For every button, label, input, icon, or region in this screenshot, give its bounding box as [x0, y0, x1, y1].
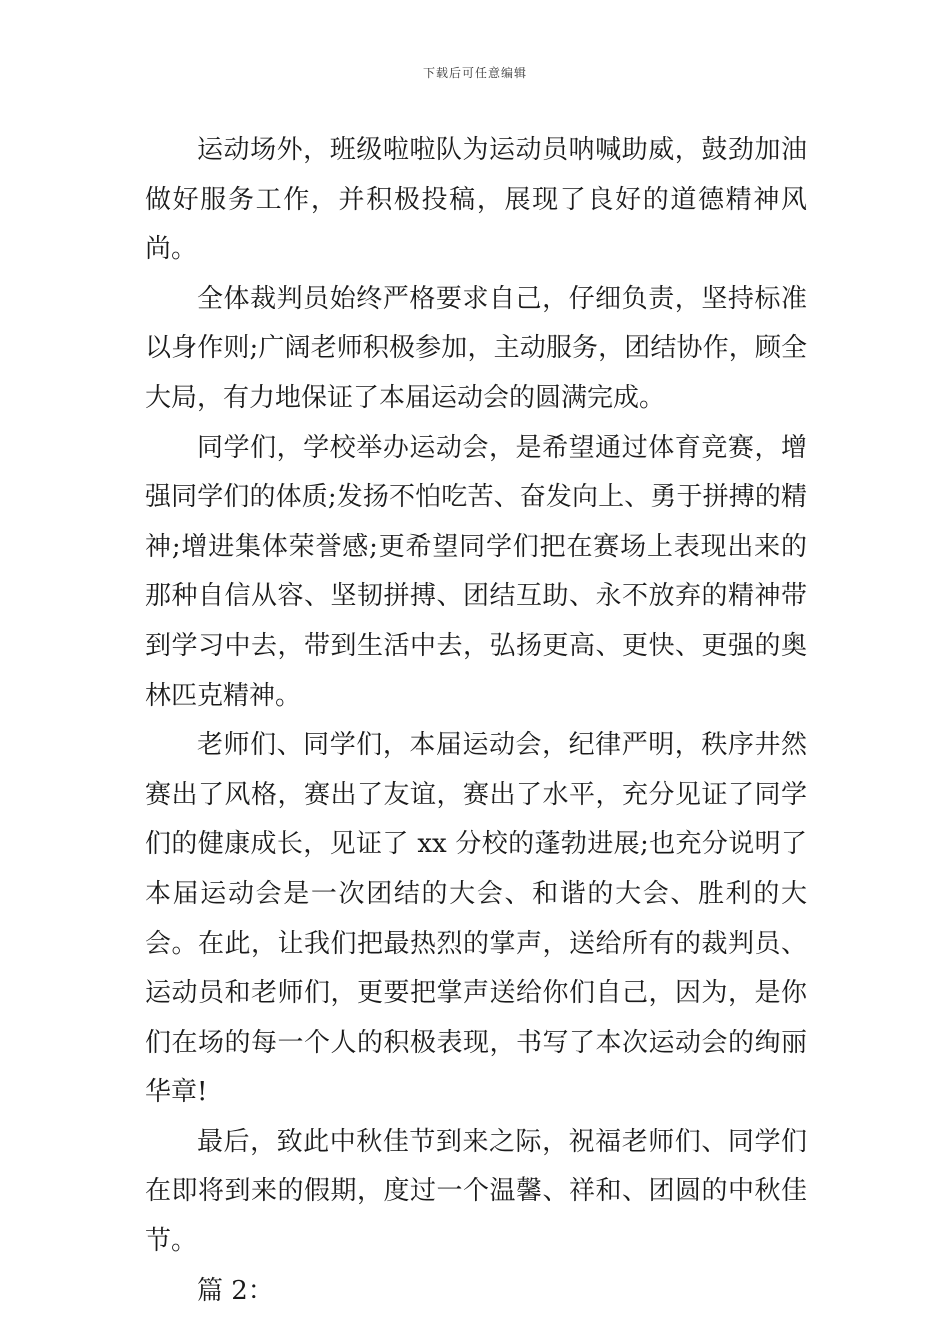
section-label: 篇 2：	[197, 1275, 274, 1306]
paragraph-referees: 全体裁判员始终严格要求自己，仔细负责，坚持标准以身作则;广阔老师积极参加，主动服务，团结协作，顾全大局，有力地保证了本届运动会的圆满完成。	[145, 283, 807, 413]
page-header: 下载后可任意编辑	[422, 66, 527, 80]
document-body	[145, 126, 807, 1316]
paragraph-purpose: 同学们，学校举办运动会，是希望通过体育竞赛，增强同学们的体质;发扬不怕吃苦、奋发向上、勇于拼搏的精神;增进集体荣誉感;更希望同学们把在赛场上表现出来的那种自信从容、坚韧拼搏、团结互助、永不放弃的精神带到学习中去，带到生活中去，弘扬更高、更快、更强的奥林匹克精神。	[145, 432, 807, 711]
paragraph-closing: 最后，致此中秋佳节到来之际，祝福老师们、同学们在即将到来的假期，度过一个温馨、祥和、团圆的中秋佳节。	[145, 1126, 807, 1257]
paragraph-summary: 老师们、同学们，本届运动会，纪律严明，秩序井然赛出了风格，赛出了友谊，赛出了水平，充分见证了同学们的健康成长，见证了 xx 分校的蓬勃进展;也充分说明了本届运动会是一次团结的大会、和谐的大会、胜利的大会。在此，让我们把最热烈的掌声，送给所有的裁判员、运动员和老师们，更要把掌声送给你们自己，因为，是你们在场的每一个人的积极表现，书写了本次运动会的绚丽华章!	[145, 730, 807, 1108]
paragraph-cheer-squad: 运动场外，班级啦啦队为运动员呐喊助威，鼓劲加油做好服务工作，并积极投稿，展现了良好的道德精神风尚。	[145, 135, 807, 265]
